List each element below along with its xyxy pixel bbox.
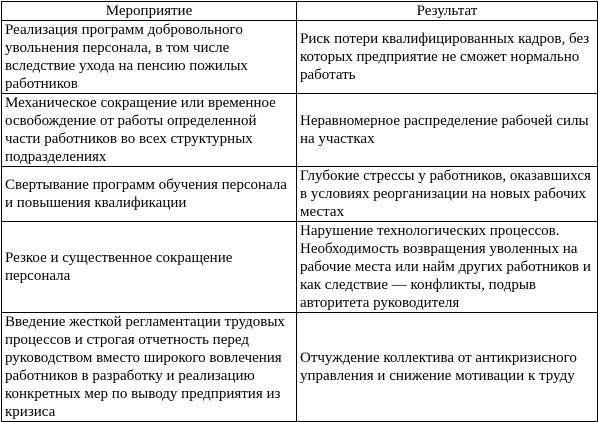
header-row [2,2,598,21]
table-row [2,313,598,422]
table-row [2,94,598,167]
result-cell: Неравномерное распределение рабочей силы на участках [297,94,598,167]
table-row [2,167,598,222]
table-row [2,21,598,94]
table-row [2,222,598,313]
result-cell: Отчуждение коллектива от антикризисного управления и снижение мотивации к труду [297,313,598,422]
measures-results-table [1,1,598,422]
result-cell: Нарушение технологических процессов. Необходимость возвращения уволенных на рабочие места или найм других работников и как следствие — конфликты, подрыв авторитета руководителя [297,222,598,313]
measure-cell: Резкое и существенное сокращение персонала [2,222,297,313]
header-result: Результат [297,2,598,21]
result-cell: Глубокие стрессы у работников, оказавшихся в условиях реорганизации на новых рабочих местах [297,167,598,222]
table-header [2,2,598,21]
measure-cell: Механическое сокращение или временное освобождение от работы определенной части работников во всех структурных подразделениях [2,94,297,167]
header-measure: Мероприятие [2,2,297,21]
table-body [2,21,598,422]
measure-cell: Реализация программ добровольного увольнения персонала, в том числе вследствие ухода на пенсию пожилых работников [2,21,297,94]
measure-cell: Свертывание программ обучения персонала и повышения квалификации [2,167,297,222]
measure-cell: Введение жесткой регламентации трудовых процессов и строгая отчетность перед руководством вместо широкого вовлечения работников в разработку и реализацию конкретных мер по выводу предприятия из кризиса [2,313,297,422]
result-cell: Риск потери квалифицированных кадров, без которых предприятие не сможет нормально работать [297,21,598,94]
